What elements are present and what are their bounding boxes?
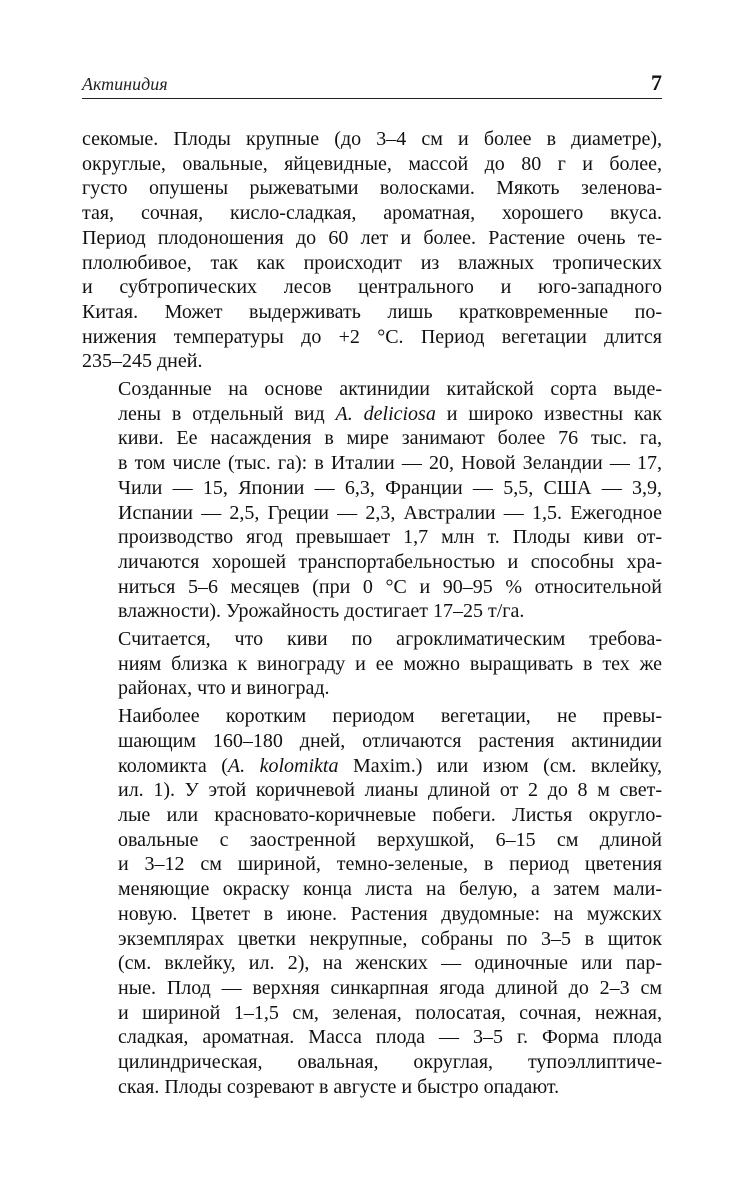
text-line: Созданные на основе актинидии китайской сорта выде- [118, 378, 662, 401]
text-line: ниться 5–6 месяцев (при 0 °С и 90–95 % относительной [118, 575, 662, 598]
text-line: 235–245 дней. [82, 350, 203, 373]
text-line: новую. Цветет в июне. Растения двудомные: на мужских [118, 902, 662, 925]
text-line: коломикта (A. kolomikta Maxim.) или изюм (см. вклейку, [118, 754, 663, 777]
text-line: тая, сочная, кисло-сладкая, ароматная, хорошего вкуса. [82, 202, 662, 225]
text-line: Испании — 2,5, Греции — 2,3, Австралии — 1,5. Ежегодное [118, 501, 662, 524]
text-line: плолюбивое, так как происходит из влажных тропических [82, 251, 662, 274]
text-line: влажности). Урожайность достигает 17–25 т/га. [118, 600, 525, 623]
text-line: густо опушены рыжеватыми волосками. Мякоть зеленова- [82, 177, 662, 200]
text-line: Китая. Может выдерживать лишь кратковременные по- [82, 300, 662, 323]
text-line: районах, что и виноград. [118, 677, 330, 700]
text-line: и шириной 1–1,5 см, зеленая, полосатая, сочная, нежная, [118, 1001, 662, 1024]
text-line: секомые. Плоды крупные (до 3–4 см и более в диаметре), [82, 128, 662, 150]
text-line: экземплярах цветки некрупные, собраны по 3–5 в щиток [118, 927, 662, 950]
text-line: ные. Плод — верхняя синкарпная ягода длиной до 2–3 см [118, 976, 662, 999]
text-line: округлые, овальные, яйцевидные, массой до 80 г и более, [82, 152, 662, 175]
running-header [82, 72, 662, 98]
text-line: Считается, что киви по агроклиматическим требова- [118, 628, 662, 651]
text-line: цилиндрическая, овальная, округлая, тупоэллиптиче- [118, 1051, 662, 1074]
species-name: A. kolomikta [227, 754, 339, 777]
species-name: A. deliciosa [335, 402, 436, 425]
text-line: ская. Плоды созревают в августе и быстро опадают. [118, 1075, 560, 1098]
text-line: лые или красновато-коричневые побеги. Листья округло- [118, 803, 662, 826]
page-number: 7 [651, 70, 662, 95]
text-line: производство ягод превышает 1,7 млн т. Плоды киви от- [118, 526, 662, 549]
text-line: сладкая, ароматная. Масса плода — 3–5 г. Форма плода [118, 1026, 662, 1049]
text-line: овальные с заостренной верхушкой, 6–15 см длиной [118, 828, 662, 851]
text-line: ил. 1). У этой коричневой лианы длиной от 2 до 8 м свет- [118, 779, 662, 802]
text-line: Наиболее коротким периодом вегетации, не превы- [118, 705, 662, 728]
text-line: меняющие окраску конца листа на белую, а затем мали- [118, 878, 662, 901]
text-line: и субтропических лесов центрального и юго-западного [82, 276, 662, 299]
text-line: киви. Ее насаждения в мире занимают более 76 тыс. га, [118, 427, 662, 450]
text-line: и 3–12 см шириной, темно-зеленые, в период цветения [118, 853, 662, 876]
text-line: шающим 160–180 дней, отличаются растения актинидии [118, 729, 662, 752]
text-line: в том числе (тыс. га): в Италии — 20, Новой Зеландии — 17, [118, 452, 662, 475]
running-title: Актинидия [82, 74, 168, 94]
paragraph-4 [82, 704, 662, 1099]
paragraph-2 [82, 377, 662, 624]
text-line: Период плодоношения до 60 лет и более. Растение очень те- [82, 226, 662, 249]
text-line: личаются хорошей транспортабельностью и способны хра- [118, 550, 662, 573]
header-rule [82, 98, 662, 99]
text-line: Чили — 15, Японии — 6,3, Франции — 5,5, США — 3,9, [118, 476, 662, 499]
paragraph-1 [82, 127, 662, 374]
paragraph-3 [82, 627, 662, 701]
text-line: лены в отдельный вид A. deliciosa и широко известны как [118, 402, 662, 425]
body-text [82, 127, 662, 1099]
text-line: (см. вклейку, ил. 2), на женских — одиночные или пар- [118, 952, 662, 975]
text-line: ниям близка к винограду и ее можно выращивать в тех же [118, 652, 662, 675]
text-line: нижения температуры до +2 °С. Период вегетации длится [82, 325, 662, 348]
